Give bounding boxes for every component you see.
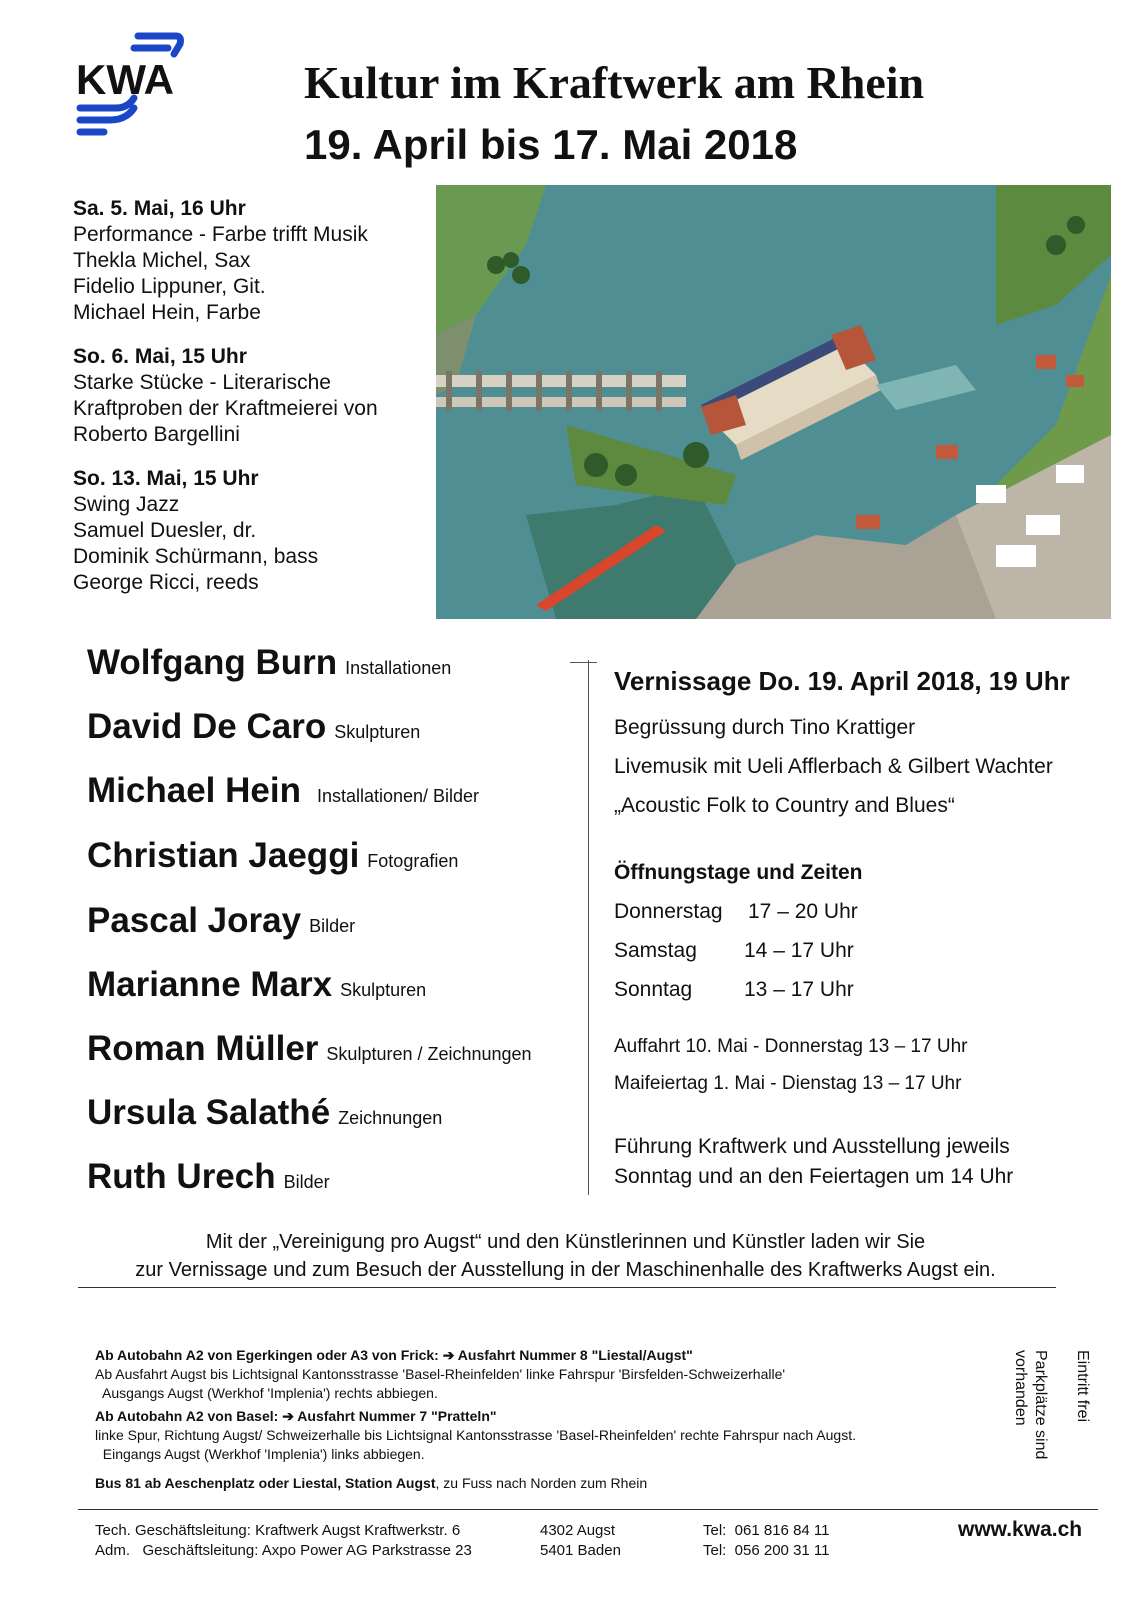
vernissage-line: „Acoustic Folk to Country and Blues“ [614,794,955,817]
directions-line: Ausgangs Augst (Werkhof 'Implenia') rechts abbiegen. [95,1385,438,1401]
artist-entry [87,1029,532,1069]
artist-entry [87,1157,330,1197]
invitation-line: zur Vernissage und zum Besuch der Ausstellung in der Maschinenhalle des Kraftwerks Augst ein. [135,1259,996,1281]
artist-name: Marianne Marx [87,965,333,1004]
opening-heading: Öffnungstage und Zeiten [614,861,863,884]
footer-tel: Tel: 056 200 31 11 [703,1542,830,1559]
event-line: Fidelio Lippuner, Git. [73,275,266,298]
artist-medium: Fotografien [367,851,459,871]
event-1 [73,196,368,326]
hours-time: 13 – 17 Uhr [744,978,854,1001]
opening-hours-row [614,939,854,963]
logo-text: KWA [76,56,174,103]
directions-a2-a3 [95,1346,785,1403]
parking-note: Parkplätze sind [1032,1350,1049,1460]
vernissage-line: Begrüssung durch Tino Krattiger [614,716,916,739]
vernissage-heading: Vernissage Do. 19. April 2018, 19 Uhr [614,666,1070,696]
website-link[interactable]: www.kwa.ch [958,1518,1083,1541]
power-plant-aerial-photo [436,185,1111,619]
holiday-line: Auffahrt 10. Mai - Donnerstag 13 – 17 Uhr [614,1036,968,1057]
artist-medium: Installationen/ Bilder [316,786,480,806]
directions-heading: Ab Autobahn A2 von Egerkingen oder A3 von Frick: ➔ Ausfahrt Nummer 8 "Liestal/Augst" [95,1347,693,1363]
footer-city: 4302 Augst [540,1522,616,1539]
holiday-line: Maifeiertag 1. Mai - Dienstag 13 – 17 Uhr [614,1073,962,1094]
directions-bus [95,1474,647,1493]
footer-tel: Tel: 061 816 84 11 [703,1522,830,1539]
invitation-line: Mit der „Vereinigung pro Augst“ und den Künstlerinnen und Künstler laden wir Sie [205,1231,926,1253]
event-line: Roberto Bargellini [73,423,240,446]
page-title: Kultur im Kraftwerk am Rhein [304,57,925,108]
hours-day: Donnerstag [614,900,723,923]
artist-name: Ruth Urech [87,1157,276,1196]
hours-time: 14 – 17 Uhr [744,939,854,962]
event-date: Sa. 5. Mai, 16 Uhr [73,197,246,220]
directions-heading: Bus 81 ab Aeschenplatz oder Liestal, Station Augst [95,1475,436,1491]
artist-name: Wolfgang Burn [87,643,338,682]
footer-org: Tech. Geschäftsleitung: Kraftwerk Augst Kraftwerkstr. 6 [95,1522,461,1539]
parking-note: vorhanden [1012,1350,1029,1426]
artist-name: Ursula Salathé [87,1093,331,1132]
event-line: Swing Jazz [73,493,180,516]
artist-entry [87,707,420,747]
artist-name: Pascal Joray [87,901,302,940]
artist-name: David De Caro [87,707,327,746]
hours-day: Sonntag [614,978,693,1001]
directions-line: Ab Ausfahrt Augst bis Lichtsignal Kantonsstrasse 'Basel-Rheinfelden' linke Fahrspur 'Birsfelden-Schweizerhalle' [95,1366,786,1382]
section-rule [78,1287,1056,1288]
tour-line: Sonntag und an den Feiertagen um 14 Uhr [614,1165,1014,1188]
event-3 [73,466,318,596]
directions-line: Eingangs Augst (Werkhof 'Implenia') links abbiegen. [95,1446,425,1462]
artist-medium: Skulpturen / Zeichnungen [326,1044,532,1064]
column-divider-tick [570,662,597,663]
hours-day: Samstag [614,939,697,962]
artist-entry [87,901,355,941]
kwa-logo [76,28,186,136]
artist-entry [87,836,458,876]
artist-medium: Skulpturen [340,980,427,1000]
event-line: Kraftproben der Kraftmeierei von [73,397,378,420]
event-line: Thekla Michel, Sax [73,249,251,272]
directions-heading: Ab Autobahn A2 von Basel: ➔ Ausfahrt Nummer 7 "Pratteln" [95,1408,497,1424]
hours-time: 17 – 20 Uhr [748,900,858,923]
artist-medium: Bilder [283,1172,330,1192]
artist-name: Christian Jaeggi [87,836,360,875]
directions-line: linke Spur, Richtung Augst/ Schweizerhalle bis Lichtsignal Kantonsstrasse 'Basel-Rheinfelden' rechte Fahrspur nach Augst. [95,1427,856,1443]
footer-city: 5401 Baden [540,1542,621,1559]
event-2 [73,344,378,448]
vernissage-line: Livemusik mit Ueli Afflerbach & Gilbert Wachter [614,755,1053,778]
artist-name: Michael Hein [87,771,301,810]
directions-basel [95,1407,856,1464]
tour-line: Führung Kraftwerk und Ausstellung jeweils [614,1135,1010,1158]
event-line: Michael Hein, Farbe [73,301,261,324]
event-line: Starke Stücke - Literarische [73,371,331,394]
event-date: So. 13. Mai, 15 Uhr [73,467,259,490]
event-date: So. 6. Mai, 15 Uhr [73,345,247,368]
invitation-text [0,1228,1131,1284]
artist-medium: Installationen [345,658,452,678]
column-divider [588,660,589,1195]
artist-entry [87,643,451,683]
event-line: Dominik Schürmann, bass [73,545,319,568]
artist-medium: Bilder [309,916,356,936]
artist-name: Roman Müller [87,1029,319,1068]
footer-rule [78,1509,1098,1510]
page-subtitle: 19. April bis 17. Mai 2018 [304,121,798,168]
opening-hours-row [614,978,854,1002]
artist-entry [87,965,426,1005]
free-entry-note: Eintritt frei [1074,1350,1091,1423]
artist-medium: Zeichnungen [338,1108,443,1128]
directions-line: , zu Fuss nach Norden zum Rhein [435,1475,648,1491]
artist-medium: Skulpturen [334,722,421,742]
opening-hours-row [614,900,858,924]
artist-entry [87,771,479,811]
event-line: Samuel Duesler, dr. [73,519,257,542]
event-line: Performance - Farbe trifft Musik [73,223,368,246]
artist-entry [87,1093,442,1133]
footer-org: Adm. Geschäftsleitung: Axpo Power AG Parkstrasse 23 [95,1542,472,1559]
event-line: George Ricci, reeds [73,571,259,594]
